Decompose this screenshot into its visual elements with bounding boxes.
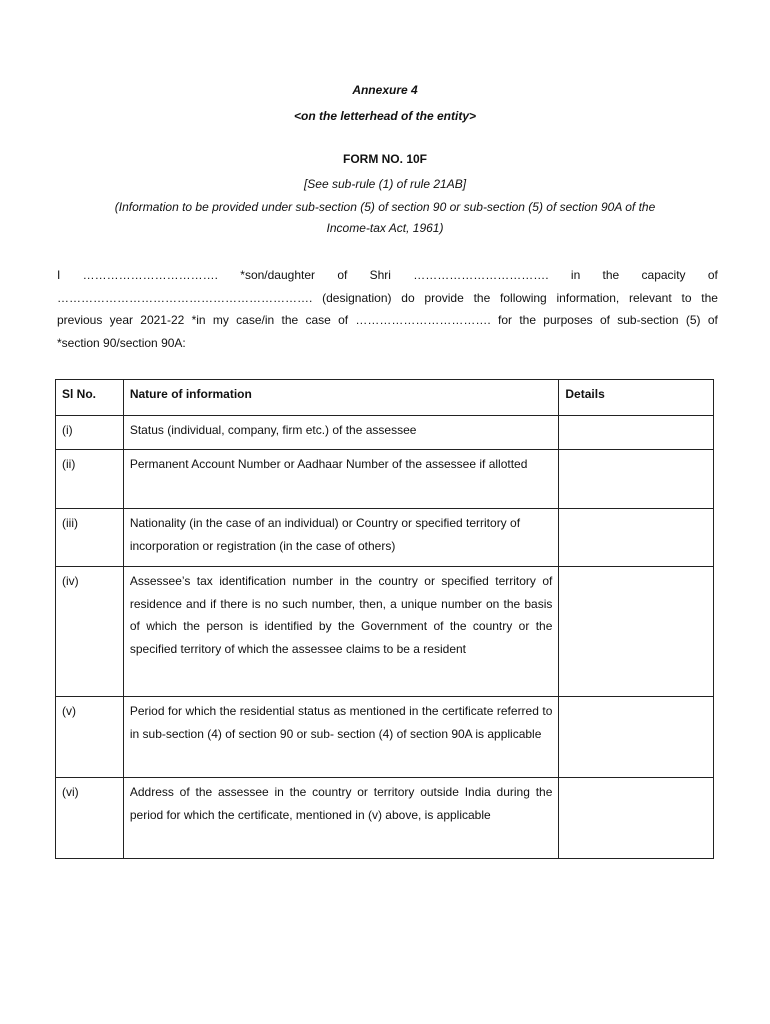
form-number: FORM NO. 10F xyxy=(342,152,427,166)
declaration-word: ……………………………. xyxy=(82,268,218,282)
declaration-word: do xyxy=(401,290,415,305)
row-details-cell[interactable] xyxy=(559,778,714,859)
row-nature-cell: Permanent Account Number or Aadhaar Number of the assessee if allotted xyxy=(123,450,559,509)
declaration-line-4 xyxy=(57,332,718,355)
declaration-word: relevant xyxy=(629,290,672,305)
declaration-line-2 xyxy=(57,287,718,310)
declaration-word: *in xyxy=(191,313,206,327)
declaration-word: ………………………………………………………. xyxy=(57,290,313,305)
row-sl-cell: (ii) xyxy=(56,450,124,509)
letterhead-note: <on the letterhead of the entity> xyxy=(293,109,477,123)
declaration-word: provide xyxy=(424,290,464,305)
declaration-paragraph xyxy=(57,264,718,354)
table-row xyxy=(56,567,714,697)
declaration-word: case xyxy=(305,313,331,327)
declaration-word: information, xyxy=(556,290,620,305)
row-details-cell[interactable] xyxy=(559,509,714,567)
header-nature: Nature of information xyxy=(123,380,559,416)
table-row xyxy=(56,450,714,509)
declaration-word: to xyxy=(681,290,692,305)
declaration-word: the xyxy=(519,313,536,327)
table-row xyxy=(56,697,714,778)
declaration-word: *son/daughter xyxy=(240,268,316,282)
declaration-word: previous xyxy=(57,313,103,327)
declaration-word: 2021-22 xyxy=(140,313,185,327)
declaration-word: case/in xyxy=(236,313,275,327)
info-description-line-1: (Information to be provided under sub-section (5) of section 90 or sub-section (5) of section 90A of the xyxy=(114,200,656,214)
table-header-row xyxy=(56,380,714,416)
declaration-word: of xyxy=(707,313,718,327)
row-sl-cell: (vi) xyxy=(56,778,124,859)
row-details-cell[interactable] xyxy=(559,450,714,509)
row-nature-cell: Status (individual, company, firm etc.) of the assessee xyxy=(123,416,559,450)
information-table xyxy=(55,379,714,859)
rule-reference: [See sub-rule (1) of rule 21AB] xyxy=(303,177,467,191)
declaration-word: following xyxy=(500,290,547,305)
table-row xyxy=(56,509,714,567)
table-row xyxy=(56,416,714,450)
declaration-word: of xyxy=(599,313,610,327)
declaration-word: the xyxy=(281,313,299,327)
declaration-word: of xyxy=(337,268,348,282)
row-nature-cell: Address of the assessee in the country or territory outside India during the period for which the certificate, mentioned in (v) above, is applicable xyxy=(123,778,559,859)
declaration-word: of xyxy=(338,313,349,327)
declaration-word: my xyxy=(212,313,229,327)
declaration-word: (5) xyxy=(685,313,701,327)
declaration-word: I xyxy=(57,268,61,282)
header-details: Details xyxy=(559,380,714,416)
declaration-line-1 xyxy=(57,264,718,287)
declaration-word: ……………………………. xyxy=(413,268,549,282)
declaration-word: the xyxy=(602,268,620,282)
declaration-word: sub-section xyxy=(617,313,679,327)
declaration-line-4-text: *section 90/section 90A: xyxy=(57,335,186,350)
declaration-word: year xyxy=(109,313,133,327)
row-sl-cell: (i) xyxy=(56,416,124,450)
declaration-word: purposes xyxy=(543,313,593,327)
row-sl-cell: (iv) xyxy=(56,567,124,697)
declaration-word: capacity xyxy=(641,268,686,282)
declaration-word: Shri xyxy=(369,268,391,282)
declaration-line-3 xyxy=(57,309,718,332)
table-row xyxy=(56,778,714,859)
row-nature-cell: Period for which the residential status as mentioned in the certificate referred to in sub-section (4) of section 90 or sub- section (4) of section 90A is applicable xyxy=(123,697,559,778)
declaration-word: for xyxy=(498,313,513,327)
declaration-word: ……………………………. xyxy=(355,313,491,327)
row-sl-cell: (v) xyxy=(56,697,124,778)
row-nature-cell: Assessee’s tax identification number in the country or specified territory of residence and if there is no such number, then, a unique number on the basis of which the person is identified by the Government of the country or the specified territory of which the assessee claims to be a resident xyxy=(123,567,559,697)
declaration-word: of xyxy=(707,268,718,282)
row-nature-cell: Nationality (in the case of an individual) or Country or specified territory of incorporation or registration (in the case of others) xyxy=(123,509,559,567)
annexure-title: Annexure 4 xyxy=(352,83,418,97)
row-details-cell[interactable] xyxy=(559,567,714,697)
declaration-word: the xyxy=(473,290,491,305)
declaration-word: in xyxy=(570,268,581,282)
row-details-cell[interactable] xyxy=(559,697,714,778)
declaration-word: (designation) xyxy=(322,290,392,305)
header-sl-no: Sl No. xyxy=(56,380,124,416)
declaration-word: the xyxy=(701,290,718,305)
row-details-cell[interactable] xyxy=(559,416,714,450)
row-sl-cell: (iii) xyxy=(56,509,124,567)
info-description-line-2: Income-tax Act, 1961) xyxy=(326,221,444,235)
